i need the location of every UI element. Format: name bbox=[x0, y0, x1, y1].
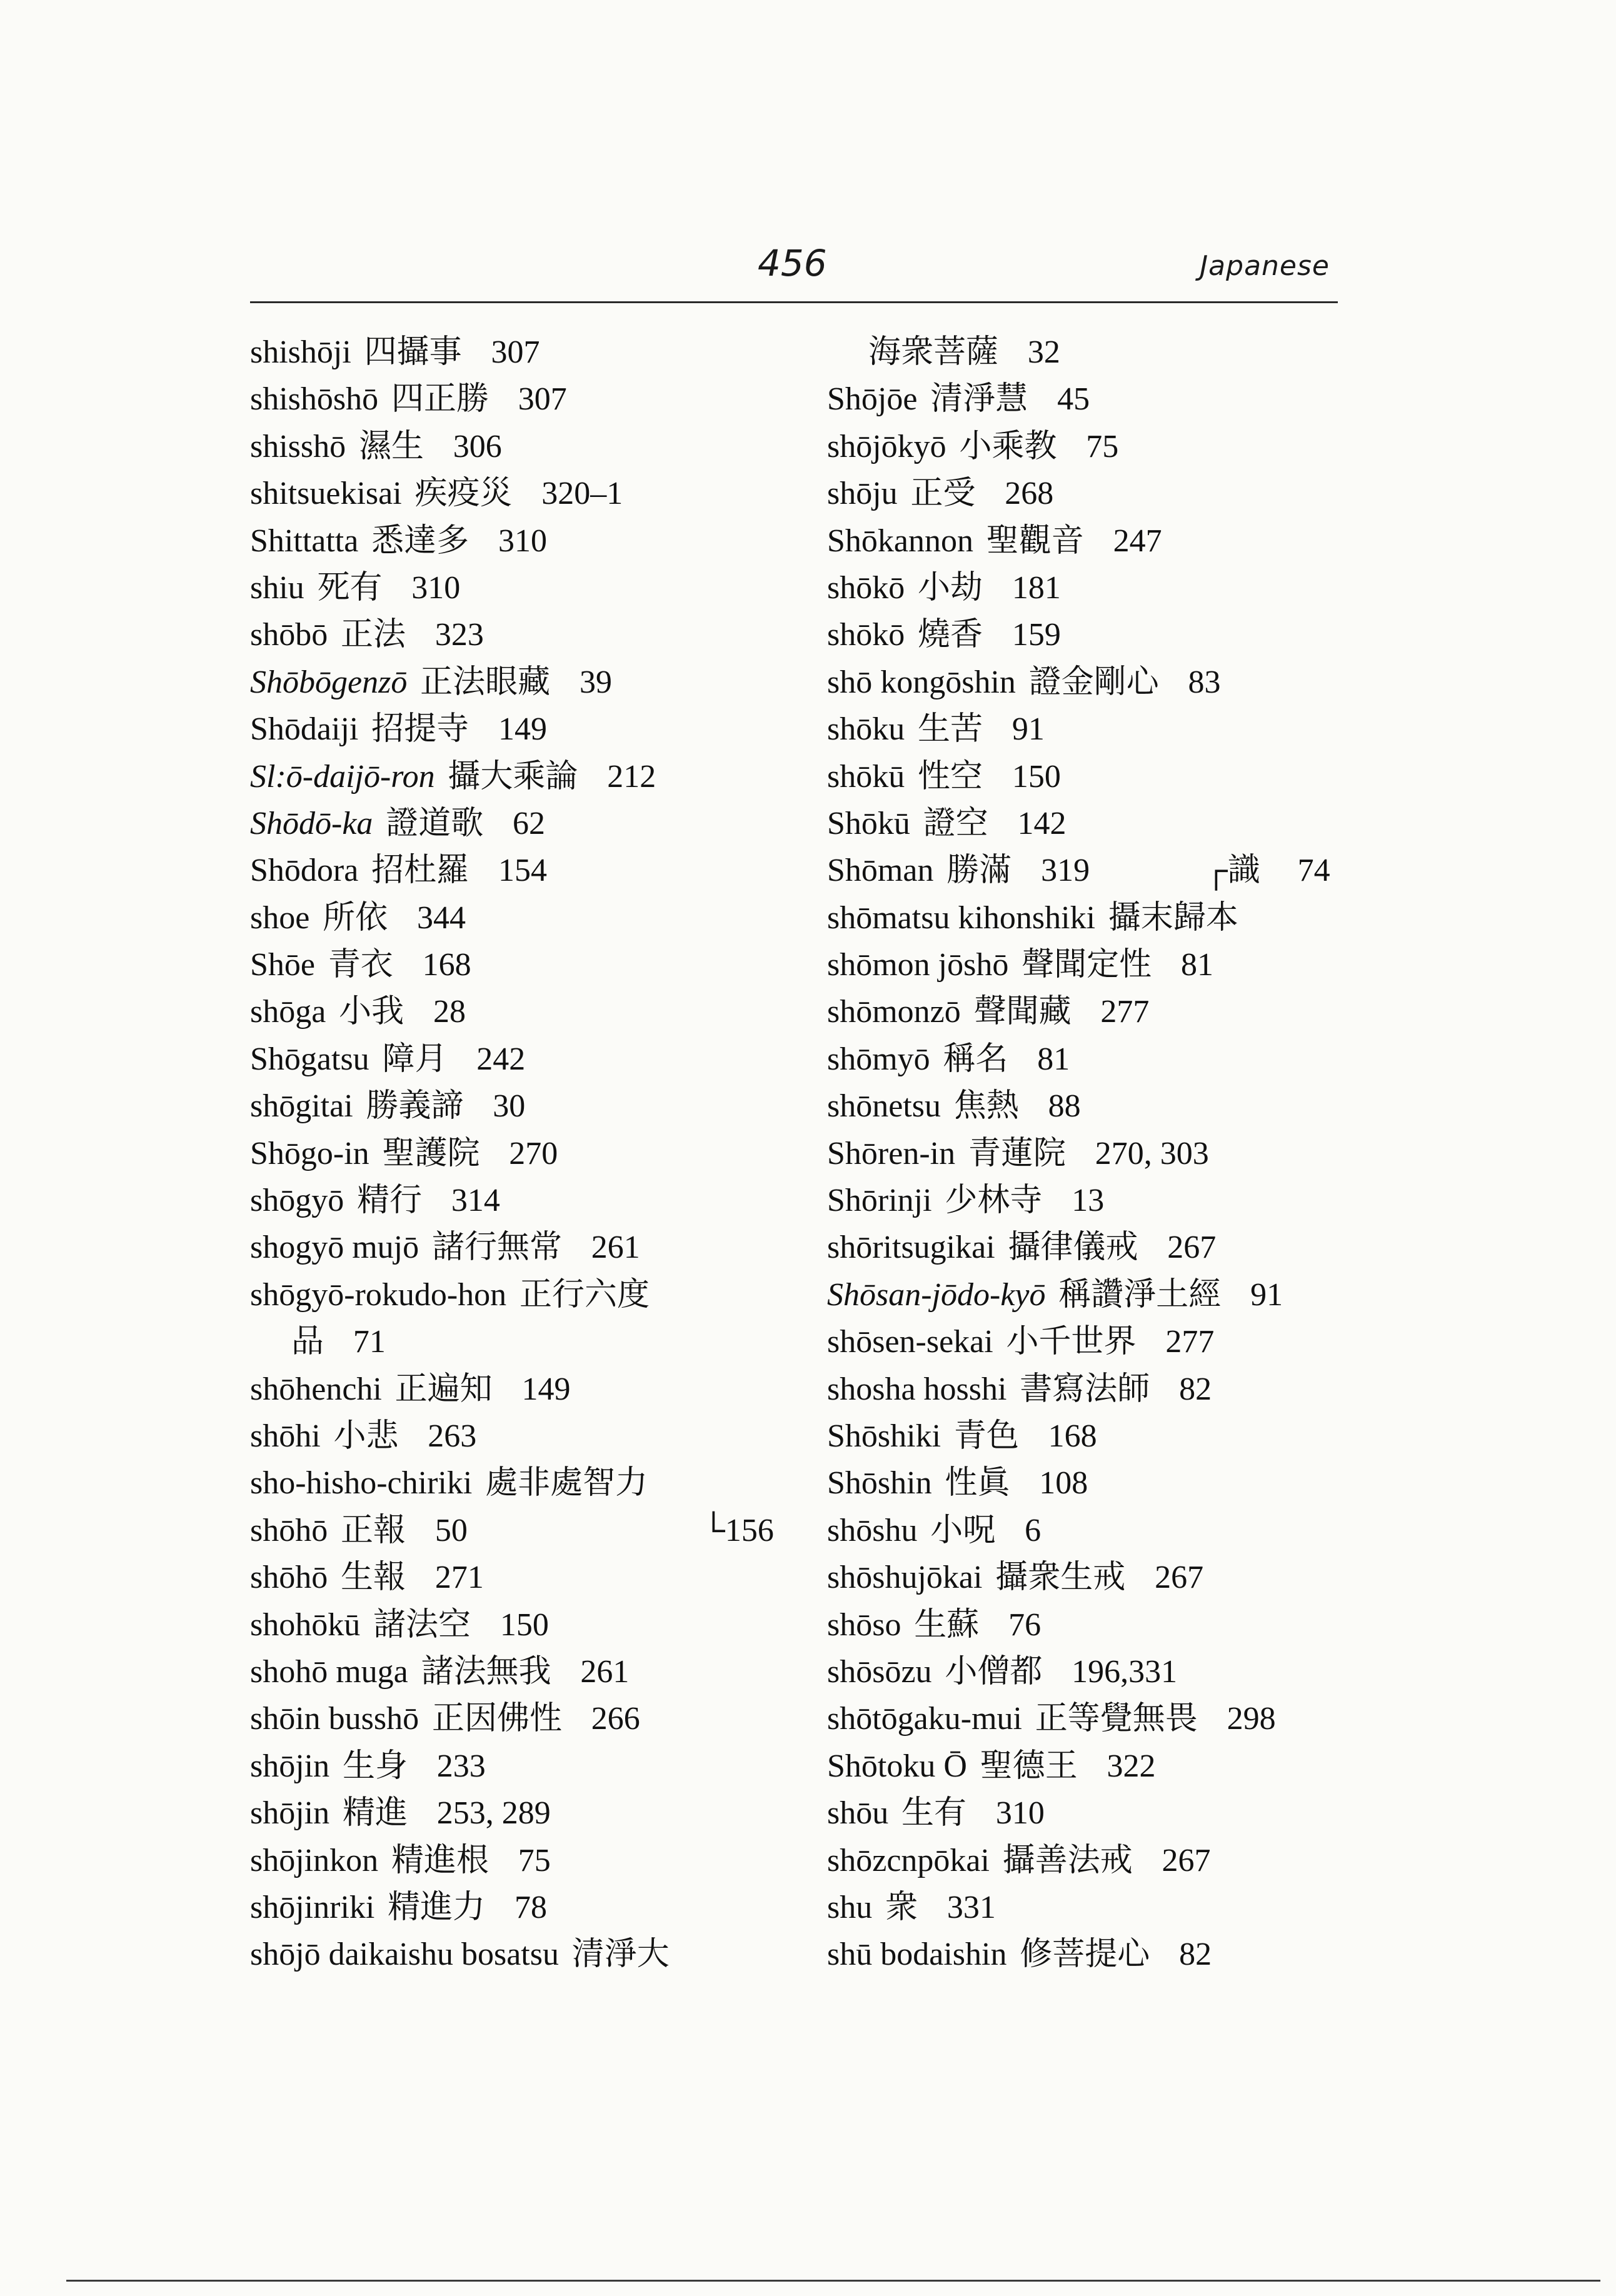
entry-term: Shōman bbox=[827, 853, 934, 889]
entry-term: shōmatsu kihonshiki bbox=[827, 900, 1096, 936]
entry-kanji: 精行 bbox=[357, 1183, 423, 1219]
entry-term: shōmon jōshō bbox=[827, 947, 1009, 983]
entry-term: shu bbox=[827, 1889, 873, 1925]
entry-term: shōhō bbox=[250, 1512, 328, 1548]
entry-kanji: 聲聞藏 bbox=[973, 994, 1071, 1030]
running-header-section: Japanese bbox=[1200, 250, 1330, 282]
index-entry bbox=[250, 1695, 800, 1742]
entry-term: shōjin bbox=[250, 1795, 330, 1832]
index-entry bbox=[250, 988, 800, 1035]
index-entry bbox=[827, 611, 1365, 658]
index-entry bbox=[250, 376, 800, 423]
entry-kanji: 衆 bbox=[885, 1889, 918, 1925]
index-entry bbox=[827, 1130, 1365, 1177]
entry-continuation: └156 bbox=[702, 1512, 774, 1548]
index-entry bbox=[827, 1460, 1365, 1506]
index-entry bbox=[250, 1648, 800, 1695]
entry-kanji: 青蓮院 bbox=[968, 1135, 1066, 1171]
entry-term: shōmonzō bbox=[827, 994, 961, 1030]
entry-pages: 91 bbox=[1250, 1276, 1283, 1313]
entry-kanji: 生報 bbox=[341, 1560, 406, 1596]
entry-pages: 266 bbox=[591, 1701, 640, 1737]
index-entry bbox=[250, 941, 800, 988]
entry-term: shōgyō bbox=[250, 1183, 344, 1219]
entry-kanji: 招提寺 bbox=[371, 711, 469, 748]
entry-pages: 75 bbox=[1086, 428, 1119, 464]
entry-term: shoe bbox=[250, 900, 310, 936]
entry-term: shohōkū bbox=[250, 1607, 361, 1643]
entry-kanji: 小乘教 bbox=[959, 428, 1057, 464]
entry-kanji: 聖觀音 bbox=[986, 523, 1084, 559]
entry-pages: 261 bbox=[580, 1653, 630, 1690]
index-entry bbox=[827, 941, 1365, 988]
entry-kanji: 聖護院 bbox=[382, 1135, 480, 1171]
entry-term: shōjō daikaishu bosatsu bbox=[250, 1937, 559, 1973]
entry-kanji: 少林寺 bbox=[945, 1183, 1043, 1219]
entry-pages: 30 bbox=[493, 1088, 526, 1125]
index-entry bbox=[250, 659, 800, 706]
entry-pages: 298 bbox=[1227, 1701, 1276, 1737]
entry-term: shisshō bbox=[250, 428, 346, 464]
entry-term: shōu bbox=[827, 1795, 889, 1832]
entry-kanji: 小呪 bbox=[930, 1512, 996, 1548]
index-entry bbox=[250, 895, 800, 941]
entry-pages: 181 bbox=[1011, 569, 1061, 606]
entry-pages: 267 bbox=[1155, 1560, 1204, 1596]
entry-term: Shōsan-jōdo-kyō bbox=[827, 1276, 1046, 1313]
entry-term: shōju bbox=[827, 476, 898, 512]
index-entry bbox=[827, 1790, 1365, 1837]
index-entry bbox=[827, 1695, 1365, 1742]
entry-term: shōin busshō bbox=[250, 1701, 419, 1737]
entry-term: Shōgo-in bbox=[250, 1135, 369, 1171]
entry-pages: 322 bbox=[1107, 1748, 1156, 1784]
entry-kanji: 攝善法戒 bbox=[1002, 1842, 1133, 1878]
entry-pages: 88 bbox=[1048, 1088, 1081, 1125]
entry-term: shōso bbox=[827, 1607, 901, 1643]
index-entry bbox=[250, 1271, 800, 1318]
entry-kanji: 燒香 bbox=[918, 617, 983, 653]
entry-term: shishōji bbox=[250, 334, 351, 370]
entry-term: shōgitai bbox=[250, 1088, 353, 1125]
entry-pages: 242 bbox=[476, 1041, 526, 1077]
index-entry bbox=[827, 988, 1365, 1035]
entry-kanji: 攝末歸本 bbox=[1108, 900, 1238, 936]
entry-term: shōjinriki bbox=[250, 1889, 375, 1925]
entry-kanji: 證道歌 bbox=[386, 805, 484, 841]
entry-pages: 310 bbox=[995, 1795, 1045, 1832]
entry-kanji: 清淨大 bbox=[571, 1937, 670, 1973]
index-entry bbox=[250, 518, 800, 564]
entry-pages: 81 bbox=[1180, 947, 1213, 983]
entry-kanji: 正等覺無畏 bbox=[1035, 1701, 1198, 1737]
entry-pages: 32 bbox=[1027, 334, 1060, 370]
entry-pages: 323 bbox=[434, 617, 484, 653]
index-entry bbox=[827, 1884, 1365, 1931]
entry-kanji: 處非處智力 bbox=[485, 1465, 648, 1501]
entry-kanji: 聖德王 bbox=[980, 1748, 1078, 1784]
entry-kanji: 勝義諦 bbox=[366, 1088, 464, 1125]
entry-term: Shōdō-ka bbox=[250, 805, 373, 841]
entry-pages: 91 bbox=[1011, 711, 1045, 748]
entry-kanji: 正法眼藏 bbox=[420, 664, 551, 700]
entry-kanji: 諸行無常 bbox=[431, 1230, 562, 1266]
entry-term: Shōdaiji bbox=[250, 711, 359, 748]
entry-kanji: 正報 bbox=[341, 1512, 406, 1548]
entry-pages: 196,331 bbox=[1071, 1653, 1178, 1690]
entry-term: shōshujōkai bbox=[827, 1560, 983, 1596]
index-entry bbox=[250, 1790, 800, 1837]
entry-term: shōkō bbox=[827, 617, 905, 653]
index-entry bbox=[827, 470, 1365, 517]
entry-term: shōbō bbox=[250, 617, 328, 653]
entry-pages: 267 bbox=[1162, 1842, 1211, 1878]
entry-term: shōhenchi bbox=[250, 1371, 382, 1407]
entry-kanji: 障月 bbox=[382, 1041, 448, 1077]
entry-pages: 319 bbox=[1041, 853, 1090, 889]
entry-kanji: 青衣 bbox=[328, 947, 393, 983]
entry-pages: 310 bbox=[411, 569, 461, 606]
entry-term: shiu bbox=[250, 569, 304, 606]
entry-pages: 314 bbox=[451, 1183, 500, 1219]
entry-term: shōtōgaku-mui bbox=[827, 1701, 1022, 1737]
index-column-left bbox=[250, 329, 800, 1978]
entry-term: shōsen-sekai bbox=[827, 1324, 993, 1360]
index-entry bbox=[827, 1648, 1365, 1695]
index-entry bbox=[250, 1931, 800, 1978]
index-entry bbox=[827, 1318, 1365, 1365]
entry-kanji: 攝律儀戒 bbox=[1008, 1230, 1138, 1266]
entry-term: Shōren-in bbox=[827, 1135, 956, 1171]
index-entry bbox=[827, 518, 1365, 564]
entry-term: shōkō bbox=[827, 569, 905, 606]
entry-kanji: 焦熱 bbox=[953, 1088, 1019, 1125]
entry-kanji: 品 bbox=[291, 1324, 324, 1360]
entry-kanji: 攝大乘論 bbox=[448, 758, 578, 795]
entry-term: shōsōzu bbox=[827, 1653, 932, 1690]
entry-term: shōgyō-rokudo-hon bbox=[250, 1276, 507, 1313]
entry-kanji: 青色 bbox=[953, 1418, 1019, 1454]
entry-kanji: 證空 bbox=[923, 805, 988, 841]
entry-pages: 150 bbox=[499, 1607, 549, 1643]
entry-term: shōjinkon bbox=[250, 1842, 379, 1878]
entry-term: Shōshiki bbox=[827, 1418, 941, 1454]
entry-kanji: 濕生 bbox=[358, 428, 424, 464]
index-entry bbox=[250, 1837, 800, 1884]
entry-kanji: 精進 bbox=[342, 1795, 408, 1832]
index-entry bbox=[250, 1318, 800, 1365]
footer-rule bbox=[66, 2280, 1600, 2282]
index-entry bbox=[827, 1083, 1365, 1130]
entry-kanji: 四正勝 bbox=[391, 381, 489, 418]
entry-kanji: 修菩提心 bbox=[1020, 1937, 1150, 1973]
index-entry bbox=[250, 753, 800, 800]
entry-term: shohō muga bbox=[250, 1653, 408, 1690]
index-entry bbox=[827, 564, 1365, 611]
entry-term: Shōtoku Ō bbox=[827, 1748, 967, 1784]
entry-pages: 310 bbox=[498, 523, 547, 559]
index-entry bbox=[250, 800, 800, 847]
entry-term: shogyō mujō bbox=[250, 1230, 419, 1266]
entry-term: shōjin bbox=[250, 1748, 330, 1784]
entry-pages: 331 bbox=[946, 1889, 996, 1925]
entry-pages: 108 bbox=[1039, 1465, 1088, 1501]
entry-kanji: 正遍知 bbox=[394, 1371, 493, 1407]
entry-pages: 6 bbox=[1025, 1512, 1041, 1548]
entry-pages: 78 bbox=[514, 1889, 547, 1925]
entry-pages: 159 bbox=[1011, 617, 1061, 653]
index-entry bbox=[827, 1837, 1365, 1884]
index-entry bbox=[250, 1602, 800, 1648]
entry-kanji: 所依 bbox=[323, 900, 388, 936]
entry-kanji: 性眞 bbox=[945, 1465, 1010, 1501]
entry-term: Sl:ō-daijō-ron bbox=[250, 758, 435, 795]
index-entry bbox=[827, 1507, 1365, 1554]
entry-term: Shōrinji bbox=[827, 1183, 932, 1219]
header-rule bbox=[250, 301, 1338, 303]
entry-pages: 154 bbox=[498, 853, 547, 889]
entry-kanji: 死有 bbox=[317, 569, 383, 606]
entry-kanji: 正法 bbox=[341, 617, 406, 653]
entry-pages: 306 bbox=[453, 428, 502, 464]
index-entry bbox=[250, 1177, 800, 1224]
index-entry bbox=[250, 1507, 800, 1554]
index-entry bbox=[250, 564, 800, 611]
entry-pages: 277 bbox=[1100, 994, 1150, 1030]
entry-term: shōhi bbox=[250, 1418, 321, 1454]
entry-pages: 253, 289 bbox=[436, 1795, 551, 1832]
index-entry bbox=[827, 1743, 1365, 1790]
entry-kanji: 疾疫災 bbox=[414, 476, 513, 512]
entry-continuation: ┌識 74 bbox=[1205, 853, 1330, 889]
index-entry bbox=[250, 1743, 800, 1790]
entry-pages: 149 bbox=[521, 1371, 571, 1407]
entry-term: Shōshin bbox=[827, 1465, 932, 1501]
entry-kanji: 稱名 bbox=[943, 1041, 1008, 1077]
index-entry bbox=[250, 1413, 800, 1460]
index-entry bbox=[827, 659, 1365, 706]
entry-kanji: 海衆菩薩 bbox=[868, 334, 999, 370]
entry-pages: 81 bbox=[1037, 1041, 1070, 1077]
index-entry bbox=[827, 895, 1365, 941]
entry-term: shō kongōshin bbox=[827, 664, 1016, 700]
entry-term: Shōjōe bbox=[827, 381, 918, 418]
index-entry bbox=[827, 1271, 1365, 1318]
entry-kanji: 小千世界 bbox=[1006, 1324, 1137, 1360]
entry-kanji: 諸法無我 bbox=[421, 1653, 551, 1690]
entry-term: shōnetsu bbox=[827, 1088, 941, 1125]
index-entry bbox=[827, 1036, 1365, 1083]
entry-term: shitsuekisai bbox=[250, 476, 402, 512]
index-entry bbox=[250, 1036, 800, 1083]
entry-kanji: 精進力 bbox=[388, 1889, 486, 1925]
entry-kanji: 攝衆生戒 bbox=[995, 1560, 1126, 1596]
index-entry bbox=[827, 800, 1365, 847]
entry-term: Shōgatsu bbox=[250, 1041, 369, 1077]
entry-kanji: 正行六度 bbox=[519, 1276, 650, 1313]
index-entry bbox=[827, 753, 1365, 800]
entry-kanji: 生身 bbox=[342, 1748, 408, 1784]
index-column-right bbox=[827, 329, 1365, 1978]
entry-term: shōga bbox=[250, 994, 326, 1030]
entry-term: shōzcnpōkai bbox=[827, 1842, 990, 1878]
entry-pages: 263 bbox=[428, 1418, 477, 1454]
entry-kanji: 精進根 bbox=[391, 1842, 489, 1878]
entry-kanji: 生蘇 bbox=[914, 1607, 980, 1643]
entry-term: shōjōkyō bbox=[827, 428, 946, 464]
entry-kanji: 小僧都 bbox=[945, 1653, 1043, 1690]
index-entry bbox=[250, 1884, 800, 1931]
index-entry bbox=[250, 1554, 800, 1601]
index-entry bbox=[250, 1224, 800, 1271]
entry-kanji: 小我 bbox=[339, 994, 404, 1030]
entry-term: shosha hosshi bbox=[827, 1371, 1007, 1407]
index-entry bbox=[827, 1413, 1365, 1460]
entry-pages: 83 bbox=[1188, 664, 1221, 700]
entry-pages: 149 bbox=[498, 711, 547, 748]
index-entry bbox=[827, 1554, 1365, 1601]
entry-pages: 82 bbox=[1179, 1937, 1212, 1973]
entry-kanji: 證金剛心 bbox=[1028, 664, 1159, 700]
entry-pages: 75 bbox=[518, 1842, 551, 1878]
entry-kanji: 聲聞定性 bbox=[1021, 947, 1152, 983]
entry-pages: 13 bbox=[1071, 1183, 1105, 1219]
entry-kanji: 正因佛性 bbox=[431, 1701, 562, 1737]
index-entry bbox=[250, 329, 800, 376]
index-entry bbox=[827, 1931, 1365, 1978]
entry-pages: 168 bbox=[1048, 1418, 1097, 1454]
entry-kanji: 悉達多 bbox=[371, 523, 469, 559]
index-entry bbox=[827, 1366, 1365, 1413]
entry-pages: 247 bbox=[1113, 523, 1162, 559]
index-entry bbox=[250, 611, 800, 658]
index-entry bbox=[827, 1224, 1365, 1271]
entry-pages: 307 bbox=[518, 381, 567, 418]
entry-term: shōhō bbox=[250, 1560, 328, 1596]
entry-pages: 28 bbox=[433, 994, 466, 1030]
entry-pages: 270 bbox=[509, 1135, 558, 1171]
entry-term: Shōdora bbox=[250, 853, 359, 889]
index-entry bbox=[250, 1460, 800, 1506]
entry-pages: 168 bbox=[422, 947, 471, 983]
entry-pages: 50 bbox=[434, 1512, 468, 1548]
entry-pages: 261 bbox=[591, 1230, 640, 1266]
entry-kanji: 四攝事 bbox=[364, 334, 462, 370]
entry-pages: 344 bbox=[416, 900, 466, 936]
index-entry bbox=[827, 706, 1365, 753]
entry-kanji: 小悲 bbox=[333, 1418, 399, 1454]
index-entry bbox=[250, 847, 800, 894]
entry-pages: 71 bbox=[353, 1324, 386, 1360]
entry-pages: 320–1 bbox=[541, 476, 623, 512]
entry-kanji: 生有 bbox=[901, 1795, 967, 1832]
entry-kanji: 勝滿 bbox=[946, 853, 1012, 889]
entry-kanji: 小劫 bbox=[918, 569, 983, 606]
entry-term: shōku bbox=[827, 711, 905, 748]
entry-term: Shōkū bbox=[827, 805, 910, 841]
entry-kanji: 招杜羅 bbox=[371, 853, 469, 889]
index-entry bbox=[250, 1083, 800, 1130]
entry-term: shū bodaishin bbox=[827, 1937, 1007, 1973]
entry-term: shōmyō bbox=[827, 1041, 930, 1077]
entry-term: shōkū bbox=[827, 758, 905, 795]
entry-pages: 307 bbox=[491, 334, 540, 370]
entry-pages: 142 bbox=[1017, 805, 1066, 841]
entry-term: shishōshō bbox=[250, 381, 379, 418]
entry-term: Shittatta bbox=[250, 523, 359, 559]
entry-kanji: 性空 bbox=[918, 758, 983, 795]
entry-pages: 268 bbox=[1005, 476, 1054, 512]
entry-kanji: 清淨慧 bbox=[930, 381, 1028, 418]
page-number: 456 bbox=[758, 242, 827, 284]
entry-pages: 150 bbox=[1011, 758, 1061, 795]
entry-term: sho-hisho-chiriki bbox=[250, 1465, 473, 1501]
entry-pages: 62 bbox=[513, 805, 546, 841]
entry-term: shōshu bbox=[827, 1512, 918, 1548]
entry-pages: 39 bbox=[579, 664, 612, 700]
entry-term: Shōbōgenzō bbox=[250, 664, 408, 700]
index-entry bbox=[827, 376, 1365, 423]
entry-pages: 212 bbox=[607, 758, 656, 795]
entry-kanji: 書寫法師 bbox=[1020, 1371, 1150, 1407]
entry-pages: 233 bbox=[436, 1748, 486, 1784]
index-entry bbox=[250, 423, 800, 470]
index-entry bbox=[827, 423, 1365, 470]
entry-pages: 76 bbox=[1008, 1607, 1041, 1643]
index-entry bbox=[827, 1177, 1365, 1224]
entry-pages: 271 bbox=[434, 1560, 484, 1596]
index-entry bbox=[250, 1130, 800, 1177]
index-entry bbox=[827, 1602, 1365, 1648]
index-entry bbox=[827, 847, 1365, 894]
index-entry bbox=[827, 329, 1365, 376]
index-entry bbox=[250, 706, 800, 753]
index-entry bbox=[250, 1366, 800, 1413]
entry-kanji: 生苦 bbox=[918, 711, 983, 748]
entry-kanji: 稱讚淨土經 bbox=[1058, 1276, 1222, 1313]
entry-term: Shōe bbox=[250, 947, 315, 983]
entry-pages: 270, 303 bbox=[1095, 1135, 1209, 1171]
entry-kanji: 諸法空 bbox=[373, 1607, 471, 1643]
index-entry bbox=[250, 470, 800, 517]
entry-pages: 45 bbox=[1057, 381, 1090, 418]
entry-kanji: 正受 bbox=[910, 476, 976, 512]
entry-pages: 277 bbox=[1165, 1324, 1215, 1360]
entry-pages: 267 bbox=[1167, 1230, 1217, 1266]
entry-term: Shōkannon bbox=[827, 523, 973, 559]
entry-term: shōritsugikai bbox=[827, 1230, 995, 1266]
entry-pages: 82 bbox=[1179, 1371, 1212, 1407]
